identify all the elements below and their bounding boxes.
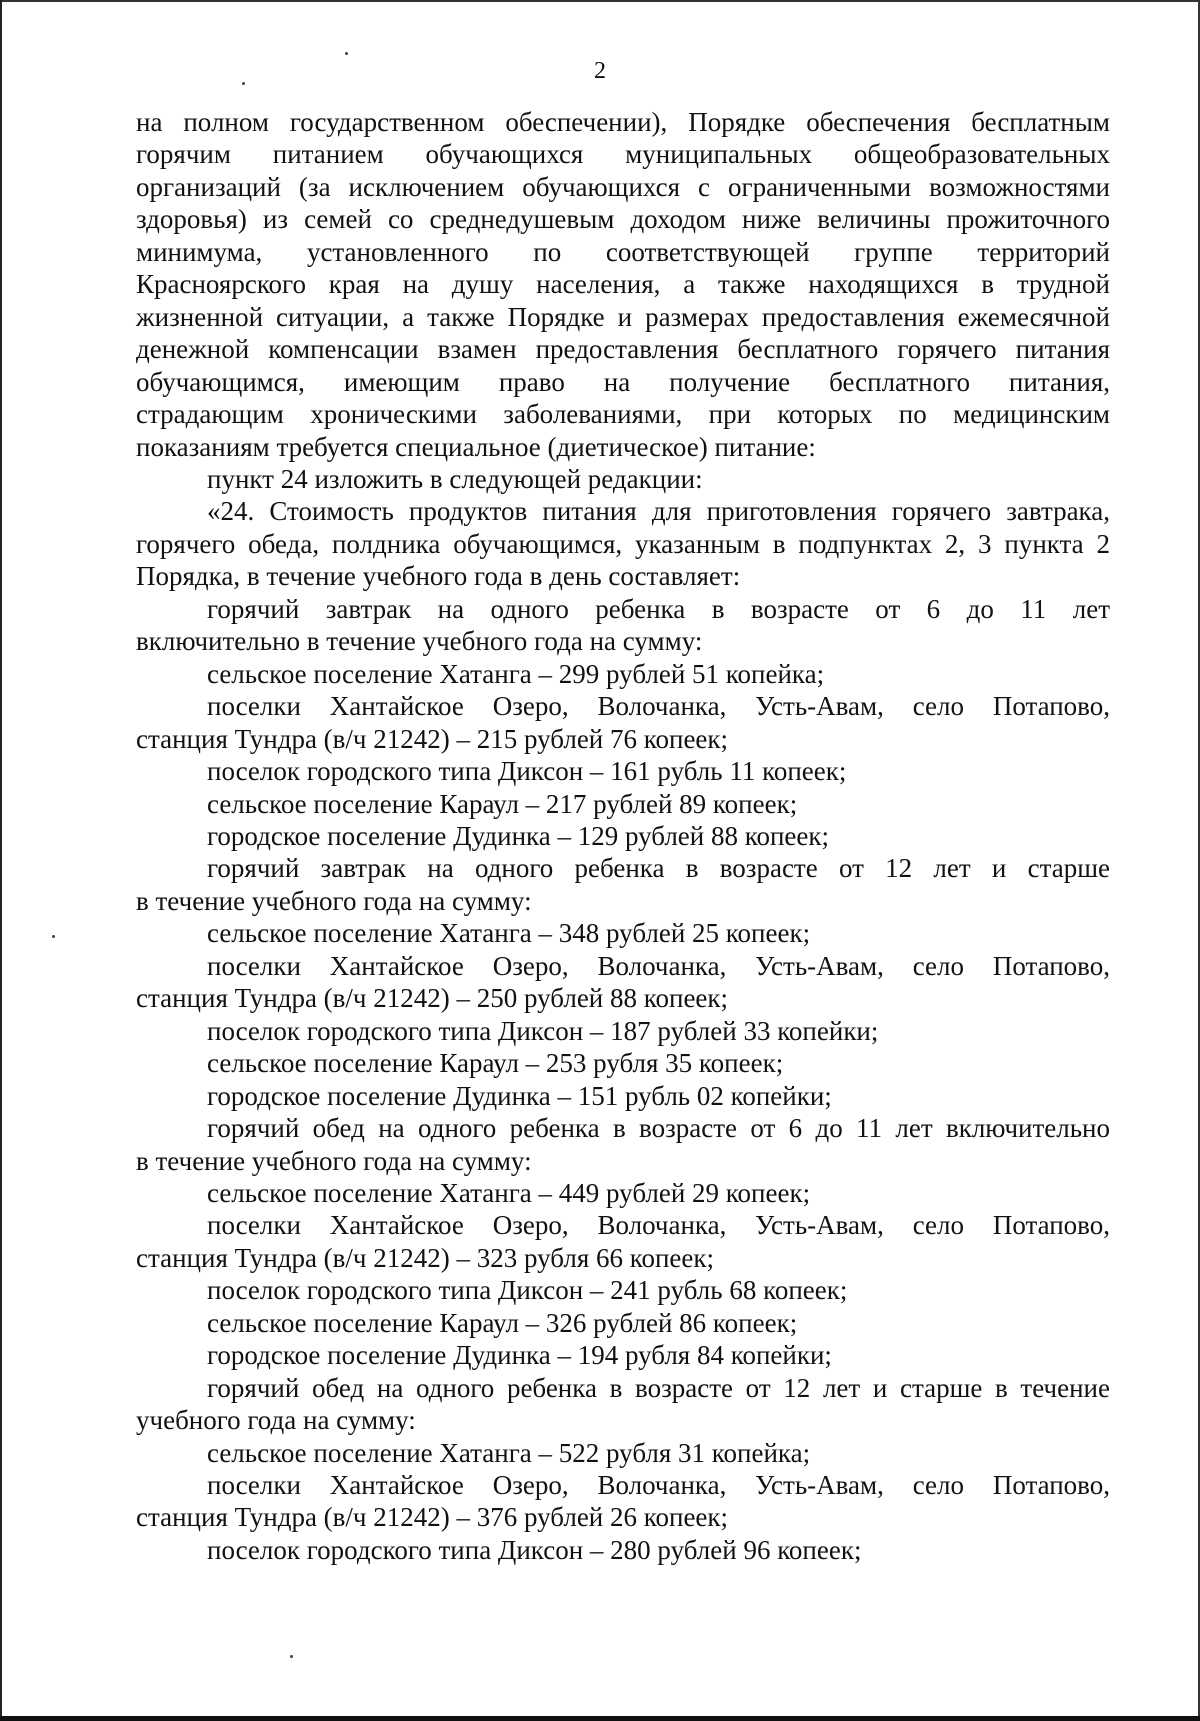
text-line: сельское поселение Хатанга – 348 рублей 25 копеек;	[207, 918, 811, 949]
text-line: поселок городского типа Диксон – 241 рубль 68 копеек;	[207, 1275, 848, 1306]
page-number: 2	[594, 58, 606, 84]
text-line: горячий обед на одного ребенка в возрасте от 12 лет и старше в течение	[207, 1372, 1110, 1403]
text-line: денежной компенсации взамен предоставления бесплатного горячего питания	[136, 334, 1110, 365]
text-line: станция Тундра (в/ч 21242) – 215 рублей 76 копеек;	[136, 723, 729, 754]
text-line: поселки Хантайское Озеро, Волочанка, Усть-Авам, село Потапово,	[207, 1210, 1110, 1241]
text-line: поселки Хантайское Озеро, Волочанка, Усть-Авам, село Потапово,	[207, 950, 1110, 981]
text-line: горячий обед на одного ребенка в возрасте от 6 до 11 лет включительно	[207, 1113, 1110, 1144]
text-line: сельское поселение Караул – 253 рубля 35 копеек;	[207, 1048, 784, 1079]
text-line: станция Тундра (в/ч 21242) – 376 рублей 26 копеек;	[136, 1502, 729, 1533]
text-line: горячего обеда, полдника обучающимся, указанным в подпунктах 2, 3 пункта 2	[136, 528, 1110, 559]
text-line: поселок городского типа Диксон – 280 рублей 96 копеек;	[207, 1534, 862, 1565]
text-line: поселок городского типа Диксон – 161 рубль 11 копеек;	[207, 756, 847, 787]
text-line: организаций (за исключением обучающихся с ограниченными возможностями	[136, 171, 1110, 202]
scan-edge-top	[0, 0, 1200, 2]
text-line: сельское поселение Хатанга – 299 рублей 51 копейка;	[207, 658, 825, 689]
text-line: пункт 24 изложить в следующей редакции:	[207, 463, 703, 494]
text-line: горячий завтрак на одного ребенка в возрасте от 12 лет и старше	[207, 853, 1110, 884]
scan-speck	[345, 52, 348, 55]
text-line: сельское поселение Караул – 326 рублей 86 копеек;	[207, 1307, 798, 1338]
text-line: сельское поселение Хатанга – 449 рублей 29 копеек;	[207, 1177, 811, 1208]
text-line: Красноярского края на душу населения, а также находящихся в трудной	[136, 269, 1110, 300]
text-line: горячий завтрак на одного ребенка в возрасте от 6 до 11 лет	[207, 593, 1110, 624]
text-line: в течение учебного года на сумму:	[136, 885, 532, 916]
text-line: Порядка, в течение учебного года в день составляет:	[136, 561, 741, 592]
text-line: обучающимся, имеющим право на получение бесплатного питания,	[136, 366, 1110, 397]
text-line: включительно в течение учебного года на сумму:	[136, 626, 703, 657]
text-line: сельское поселение Хатанга – 522 рубля 31 копейка;	[207, 1437, 811, 1468]
text-line: здоровья) из семей со среднедушевым доходом ниже величины прожиточного	[136, 204, 1110, 235]
scan-speck	[290, 1655, 293, 1658]
document-body	[136, 106, 1110, 1566]
text-line: поселок городского типа Диксон – 187 рублей 33 копейки;	[207, 1015, 879, 1046]
text-line: городское поселение Дудинка – 129 рублей 88 копеек;	[207, 820, 830, 851]
text-line: на полном государственном обеспечении), Порядке обеспечения бесплатным	[136, 107, 1110, 137]
text-line: горячим питанием обучающихся муниципальных общеобразовательных	[136, 139, 1110, 170]
text-line: в течение учебного года на сумму:	[136, 1145, 532, 1176]
text-line: городское поселение Дудинка – 151 рубль 02 копейки;	[207, 1080, 832, 1111]
text-line: «24. Стоимость продуктов питания для приготовления горячего завтрака,	[207, 496, 1110, 527]
scan-edge-bottom	[0, 1716, 1200, 1721]
text-line: станция Тундра (в/ч 21242) – 323 рубля 66 копеек;	[136, 1242, 715, 1273]
text-line: учебного года на сумму:	[136, 1405, 416, 1436]
text-line: страдающим хроническими заболеваниями, при которых по медицинским	[136, 399, 1110, 430]
scan-edge-left	[0, 0, 2, 1721]
text-line: поселки Хантайское Озеро, Волочанка, Усть-Авам, село Потапово,	[207, 1470, 1110, 1501]
text-line: жизненной ситуации, а также Порядке и размерах предоставления ежемесячной	[136, 301, 1110, 332]
text-line: сельское поселение Караул – 217 рублей 89 копеек;	[207, 788, 798, 819]
text-line: станция Тундра (в/ч 21242) – 250 рублей 88 копеек;	[136, 983, 729, 1014]
scan-speck	[52, 935, 55, 938]
text-line: минимума, установленного по соответствующей группе территорий	[136, 236, 1110, 267]
text-line: показаниям требуется специальное (диетическое) питание:	[136, 431, 816, 462]
text-line: поселки Хантайское Озеро, Волочанка, Усть-Авам, село Потапово,	[207, 691, 1110, 722]
text-line: городское поселение Дудинка – 194 рубля 84 копейки;	[207, 1340, 832, 1371]
